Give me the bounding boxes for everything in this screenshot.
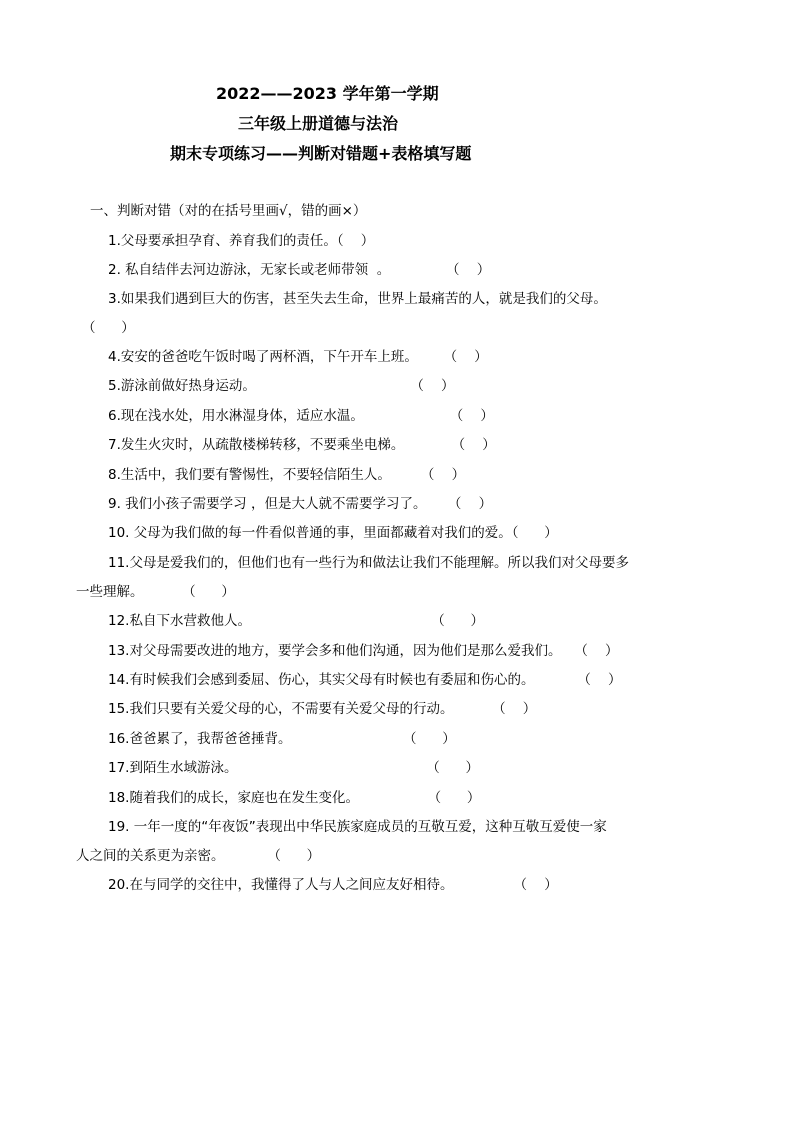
question-11: 11.父母是爱我们的，但他们也有一些行为和做法让我们不能理解。所以我们对父母要多 bbox=[108, 555, 629, 571]
question-17: 17.到陌生水域游泳。 （ ） bbox=[108, 760, 480, 776]
question-8: 8.生活中，我们要有警惕性，不要轻信陌生人。 （ ） bbox=[108, 467, 466, 483]
question-13: 13.对父母需要改进的地方，要学会多和他们沟通，因为他们是那么爱我们。 （ ） bbox=[108, 643, 619, 659]
question-16: 16.爸爸累了，我帮爸爸捶背。 （ ） bbox=[108, 731, 456, 747]
question-14: 14.有时候我们会感到委屈、伤心，其实父母有时候也有委屈和伤心的。 （ ） bbox=[108, 672, 622, 688]
question-10: 10. 父母为我们做的每一件看似普通的事，里面都藏着对我们的爱。（ ） bbox=[108, 525, 558, 541]
question-3: 3.如果我们遇到巨大的伤害，甚至失去生命，世界上最痛苦的人，就是我们的父母。 bbox=[108, 291, 607, 307]
title-grade: 三年级上册道德与法治 bbox=[238, 114, 399, 133]
question-2: 2. 私自结伴去河边游泳，无家长或老师带领 。 （ ） bbox=[108, 262, 491, 278]
title-year: 2022——2023 学年第一学期 bbox=[216, 84, 439, 103]
question-5: 5.游泳前做好热身运动。 （ ） bbox=[108, 378, 455, 394]
question-6: 6.现在浅水处，用水淋湿身体，适应水温。 （ ） bbox=[108, 408, 494, 424]
question-12: 12.私自下水营救他人。 （ ） bbox=[108, 613, 484, 629]
question-7: 7.发生火灾时，从疏散楼梯转移，不要乘坐电梯。 （ ） bbox=[108, 437, 496, 453]
question-19-continued: 人之间的关系更为亲密。 （ ） bbox=[76, 848, 321, 864]
question-4: 4.安安的爸爸吃午饭时喝了两杯酒，下午开车上班。 （ ） bbox=[108, 349, 488, 365]
title-topic: 期末专项练习——判断对错题+表格填写题 bbox=[170, 144, 472, 163]
question-19: 19. 一年一度的“年夜饭”表现出中华民族家庭成员的互敬互爱，这种互敬互爱使一家 bbox=[108, 819, 607, 835]
question-1: 1.父母要承担孕育、养育我们的责任。（ ） bbox=[108, 233, 375, 249]
question-15: 15.我们只要有关爱父母的心，不需要有关爱父母的行动。 （ ） bbox=[108, 701, 537, 717]
question-18: 18.随着我们的成长，家庭也在发生变化。 （ ） bbox=[108, 790, 481, 806]
question-20: 20.在与同学的交往中，我懂得了人与人之间应友好相待。 （ ） bbox=[108, 877, 558, 893]
question-9: 9. 我们小孩子需要学习 ，但是大人就不需要学习了。 （ ） bbox=[108, 496, 493, 512]
section-heading: 一、判断对错（对的在括号里画√，错的画×） bbox=[90, 203, 367, 219]
question-11-continued: 一些理解。 （ ） bbox=[76, 584, 235, 600]
question-3-continued: （ ） bbox=[82, 320, 135, 336]
